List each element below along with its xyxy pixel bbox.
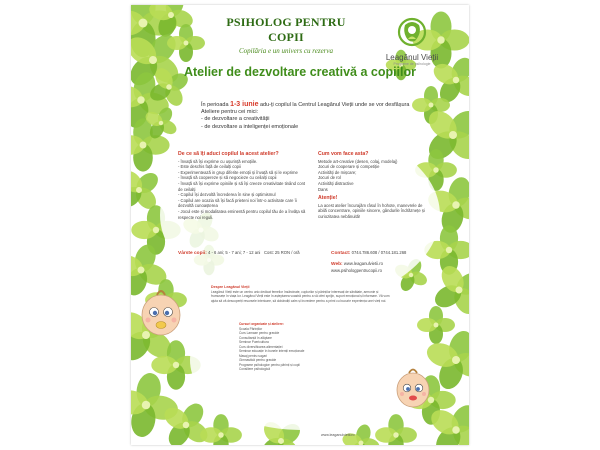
list-item: Seminar educație în bunele intenții emoționale bbox=[239, 349, 305, 353]
warning-heading: Atenție! bbox=[318, 195, 338, 202]
list-item: Curs diversificarea alimentației bbox=[239, 344, 283, 349]
intro-dates: 1-3 iunie bbox=[230, 101, 259, 108]
how-heading: Cum vom face asta? bbox=[318, 151, 369, 157]
how-section bbox=[318, 152, 428, 220]
logo-name: Leagănul Vieții bbox=[385, 53, 439, 62]
list-item: - Este deschis față de ceilalți copii bbox=[178, 164, 241, 170]
web-link-2[interactable]: www.psihologpentrucopii.ro bbox=[331, 267, 382, 273]
web-label: Web: bbox=[331, 262, 343, 267]
list-item: - Experimentează in grup diferite emoții și învață să și le exprime bbox=[178, 169, 298, 175]
brand-title: PSIHOLOG PENTRU COPII bbox=[226, 15, 346, 44]
why-attend-section bbox=[178, 152, 306, 220]
list-item: Seminar Puericultura bbox=[239, 340, 269, 344]
services-section bbox=[239, 322, 389, 372]
list-item: Metode art-creative (desen, colaj, modelaj) bbox=[318, 158, 398, 164]
list-item: - Învață să își exprime cu ușurință emoțiile. bbox=[178, 158, 258, 164]
list-item: Jocuri de cooperare și competiție bbox=[318, 164, 380, 170]
list-item: - Copilul are ocazia să își facă prieteni noi într-o activitate care îi dezvoltă cunoașterea bbox=[178, 197, 297, 209]
brand-tagline: Copilăria e un univers cu rezerva bbox=[238, 47, 334, 55]
list-item: - Jocul este și modalitatea eminentă pentru copilul tău de a învăța să respecte noi reguli. bbox=[178, 208, 306, 220]
logo-subtitle: Programe de psihologie bbox=[393, 62, 431, 66]
web-link-1[interactable]: www.leaganulvietii.ro bbox=[343, 261, 383, 266]
list-item: Activități de mișcare; bbox=[318, 169, 357, 175]
warning-text: La acest atelier încurajăm râsul în hohote, manevrele de abilă concentrare, opiniile sincere, gândurile îndrăznețe și curiozitatea nebănuită! bbox=[318, 202, 425, 219]
list-item: Școala Părinților bbox=[239, 326, 263, 331]
intro-item: - de dezvoltare a creativității bbox=[201, 116, 270, 123]
contact-info bbox=[331, 250, 406, 256]
list-item: Curs Lamaze pentru gravide bbox=[239, 331, 280, 335]
why-attend-heading: De ce să îți aduci copilul la acest atelier? bbox=[178, 151, 279, 157]
intro-before: În perioada bbox=[201, 102, 231, 108]
baby-illustration-right bbox=[393, 365, 433, 411]
intro-item: - de dezvoltare a inteligenței emoționale bbox=[201, 123, 299, 130]
brand-header bbox=[216, 15, 356, 55]
list-item: - Copilul își dezvoltă încrederea în sine și optimismul bbox=[178, 192, 276, 198]
about-section bbox=[211, 285, 391, 303]
list-item: Gimnastică pentru gravide bbox=[239, 358, 277, 362]
list-item: Masaj pentru sugari bbox=[239, 353, 267, 358]
baby-illustration-left bbox=[137, 285, 185, 341]
list-item: Programe psihologice pentru părinți și copii bbox=[239, 362, 300, 367]
list-item: Activități distractive bbox=[318, 180, 354, 186]
bottom-web-link[interactable]: www.leaganulvietii.ro bbox=[321, 433, 355, 437]
logo-mother-child-icon bbox=[395, 17, 429, 47]
services-heading: Cursuri organizate și ateliere: bbox=[239, 322, 284, 326]
cost-info: Cost: 25 RON / oră bbox=[264, 250, 300, 255]
list-item: Jocuri de rol bbox=[318, 175, 341, 181]
age-value: 4 - 6 ani; 5 - 7 ani; 7 - 12 ani bbox=[207, 250, 261, 255]
contact-label: Contact: bbox=[331, 251, 351, 256]
main-title: Atelier de dezvoltare creativă a copiilor bbox=[183, 65, 417, 79]
contact-phones: 0744.786.608 / 0744.181.268 bbox=[351, 250, 407, 255]
intro-after: adu-ți copilul la Centrul Leagănul Vieții unde se vor desfășura Ateliere pentru cei mici: bbox=[201, 102, 410, 116]
list-item: Consiliere psihologică bbox=[239, 367, 271, 371]
flyer bbox=[131, 5, 469, 445]
age-label: Vârste copii: bbox=[178, 251, 207, 256]
list-item: - Învață să coopereze și să negocieze cu ceilalți copii bbox=[178, 175, 277, 181]
about-heading: Despre Leagănul Vieții bbox=[211, 285, 250, 289]
intro-paragraph bbox=[201, 101, 416, 131]
leaganul-vietii-logo bbox=[377, 17, 447, 66]
list-item: Dans bbox=[318, 186, 328, 192]
list-item: Consultanță în alăptare bbox=[239, 335, 272, 340]
list-item: - Învață să își exprime opiniile și să își creeze creativitate tinând cont de ceilalți bbox=[178, 180, 306, 192]
age-info bbox=[178, 250, 260, 256]
web-info bbox=[331, 261, 383, 273]
about-text: Leagănul Vieții este un centru unic dedicat femeilor însărcinate, cuplurilor și părinților interesați de sănătate, armonie și frumusețe în viața lor. Leagănul Vieții este în așteptarea voastră pentru a vă oferi sprijin, suport emoțional și informare. Vă vom ajuta să vă descoperiți resursele interioare, să dobândiți calm și încredere pentru a primi cu bucurie experiența unei vieți noi. bbox=[211, 289, 390, 303]
